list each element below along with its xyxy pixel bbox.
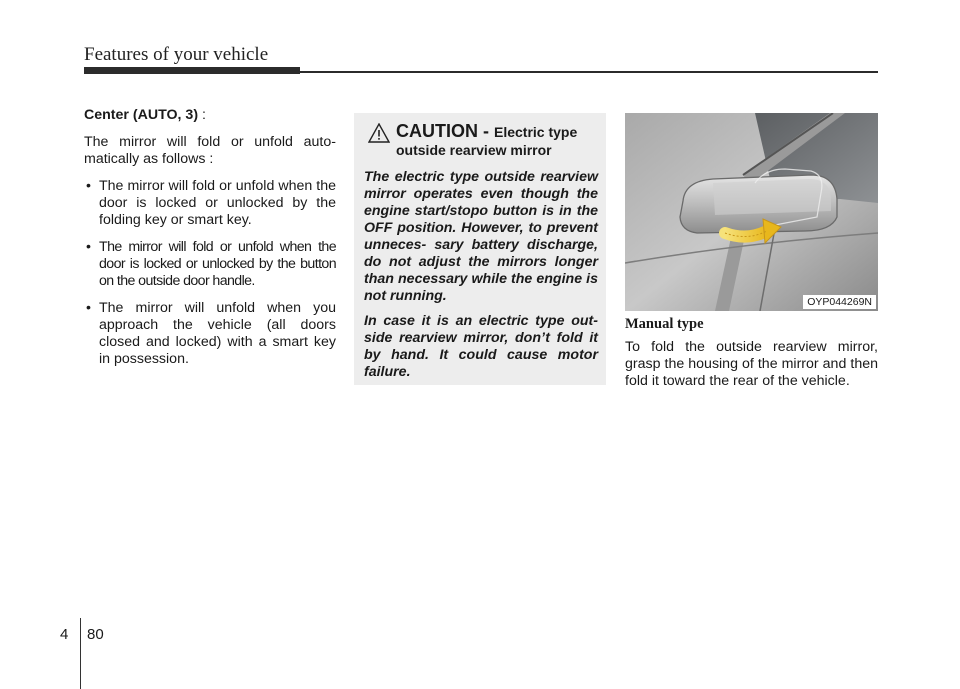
caution-box bbox=[354, 113, 606, 385]
caution-paragraph-2: In case it is an electric type out- side rearview mirror, don’t fold it by hand. It could cause motor failure. bbox=[364, 313, 598, 380]
caution-word: CAUTION - bbox=[396, 121, 494, 141]
caution-title-line1: Electric type bbox=[494, 124, 578, 140]
figure-caption: OYP044269N bbox=[803, 295, 876, 309]
caution-paragraph-1: The electric type outside rearview mirror operates even though the engine start/stopo button is in the OFF position. However, to prevent unneces- sary battery discharge, do not adjust the mirrors longer than necessary while the engine is not running. bbox=[364, 169, 598, 304]
left-column bbox=[84, 107, 336, 378]
list-item: • The mirror will fold or unfold when the door is locked or unlocked by the button on the outside door handle. bbox=[84, 239, 336, 290]
right-column bbox=[625, 316, 878, 390]
manual-type-paragraph: To fold the outside rearview mirror, grasp the housing of the mirror and then fold it toward the rear of the vehicle. bbox=[625, 339, 878, 389]
caution-header bbox=[364, 121, 598, 159]
caution-title-line2: outside rearview mirror bbox=[396, 142, 552, 158]
footer-divider bbox=[80, 618, 81, 689]
caution-body bbox=[364, 169, 598, 381]
center-auto-suffix: : bbox=[198, 107, 206, 123]
list-item: • The mirror will fold or unfold when the door is locked or unlocked by the folding key or smart key. bbox=[84, 178, 336, 229]
mirror-illustration bbox=[625, 113, 878, 311]
intro-paragraph: The mirror will fold or unfold auto- matically as follows : bbox=[84, 134, 336, 167]
header-bar bbox=[84, 67, 300, 74]
page-number: 80 bbox=[87, 626, 104, 643]
center-auto-heading bbox=[84, 107, 336, 124]
list-item: • The mirror will unfold when you approach the vehicle (all doors closed and locked) with a smart key in possession. bbox=[84, 300, 336, 368]
manual-type-heading: Manual type bbox=[625, 316, 704, 332]
fold-conditions-list bbox=[84, 178, 336, 368]
header-rule bbox=[300, 71, 878, 73]
warning-triangle-icon bbox=[368, 123, 390, 148]
mirror-drawing bbox=[625, 113, 878, 311]
chapter-number: 4 bbox=[60, 626, 69, 643]
page-header-title: Features of your vehicle bbox=[84, 44, 269, 65]
center-auto-label: Center (AUTO, 3) bbox=[84, 107, 199, 123]
